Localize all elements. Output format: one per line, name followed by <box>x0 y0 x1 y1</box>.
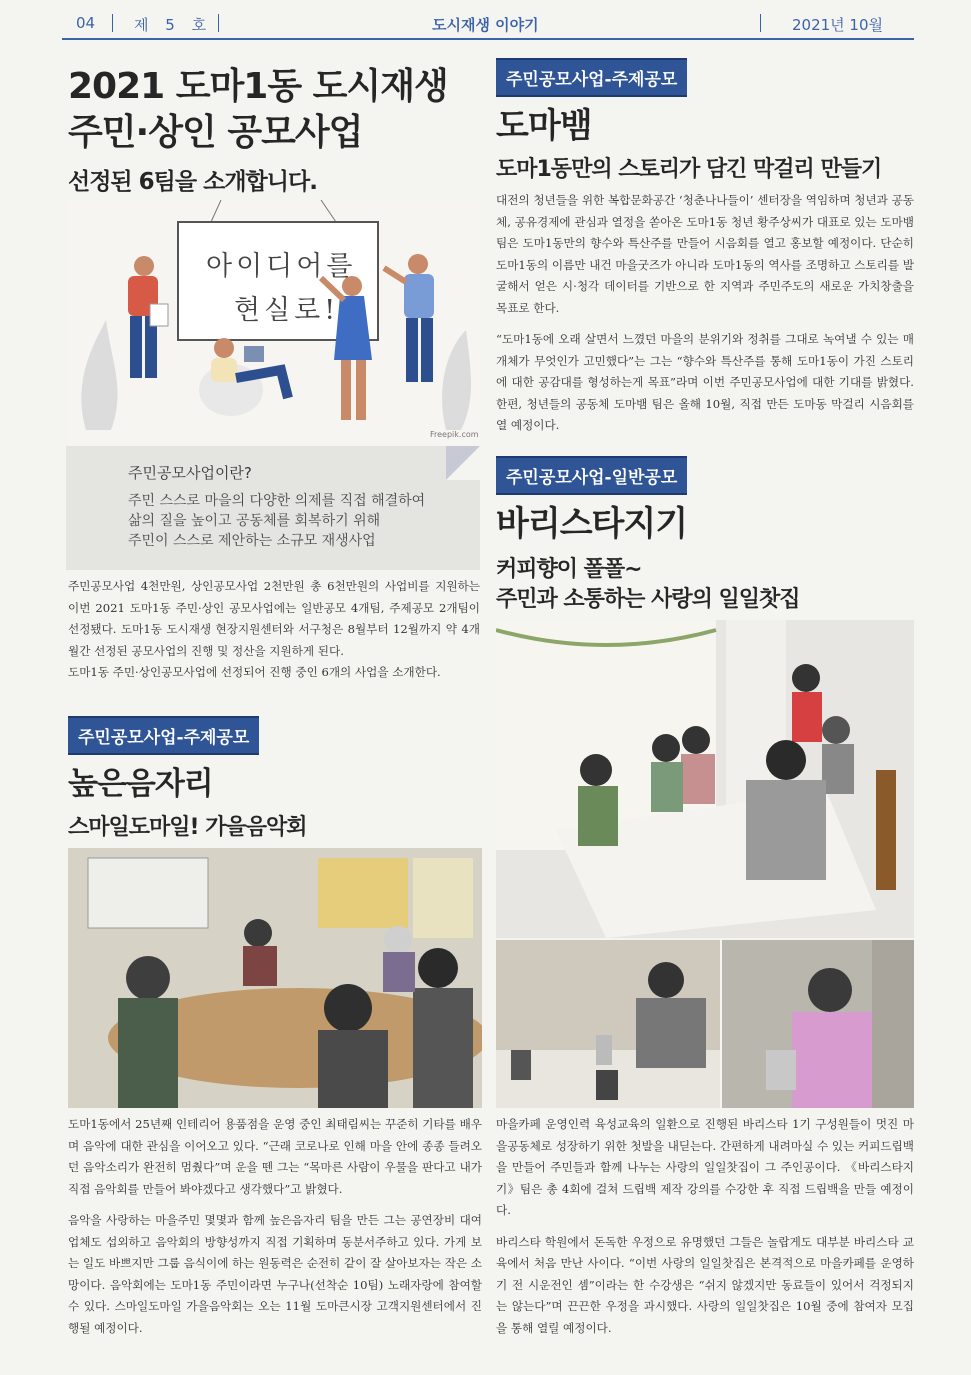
drip-coffee-photo <box>496 940 720 1108</box>
main-title-line1: 2021 도마1동 도시재생 <box>68 66 448 107</box>
main-subtitle: 선정된 6팀을 소개합니다. <box>68 169 317 195</box>
article-body <box>496 1114 914 1339</box>
info-line: 주민이 스스로 제안하는 소규모 재생사업 <box>128 533 376 549</box>
image-credit: Freepik.com <box>430 430 479 439</box>
issue-date: 2021년 10월 <box>792 16 884 34</box>
illustration <box>66 200 480 445</box>
info-heading: 주민공모사업이란? <box>128 464 252 482</box>
info-box <box>66 446 480 570</box>
issue-number: 제 5 호 <box>134 16 213 34</box>
article-title: 도마뱀 <box>496 106 592 146</box>
article-paragraph: 음악을 사랑하는 마을주민 몇몇과 함께 높은음자리 팀을 만든 그는 공연장비 대여업체도 섭외하고 음악회의 방향성까지 직접 기획하며 동분서주하고 있다. 가게 보는 일도 바쁘지만 그룹 음식이에 하는 원동력은 순전히 같이 잘 살아보자는 작은 소망이다. 음악회에는 도마1동 주민이라면 누구나(선착순 10팀) 노래자랑에 참여할 수 있다. 스마일도마일 가을음악회는 오는 11월 도마큰시장 고객지원센터에서 진행될 예정이다. <box>68 1213 482 1335</box>
intro-paragraph: 도마1동 주민·상인공모사업에 선정되어 진행 중인 6개의 사업을 소개한다. <box>68 665 441 679</box>
article-tag: 주민공모사업-일반공모 <box>496 456 687 495</box>
article-paragraph: 마을카페 운영인력 육성교육의 일환으로 진행된 바리스타 1기 구성원들이 멋진 마을공동체로 성장하기 위한 첫발을 내딛는다. 간편하게 내려마실 수 있는 커피드립백을 만들어 주민들과 함께 나누는 사랑의 일일찻집이 그 주인공이다. 《바리스타지기》팀은 총 4회에 걸쳐 드립백 제작 강의를 수강한 후 직접 드립백을 만들 예정이다. <box>496 1117 914 1217</box>
article-paragraph: “도마1동에 오래 살면서 느꼈던 마을의 분위기와 정취를 그대로 녹여낼 수 있는 매개체가 무엇인가 고민했다”는 그는 “향수와 특산주를 통해 도마1동이 가진 스토리에 대한 공감대를 형성하는게 목표”라며 이번 주민공모사업에 대한 기대를 밝혔다. 한편, 청년들의 공동체 도마뱀 팀은 올해 10월, 직접 만든 도마동 막걸리 시음회를 열 예정이다. <box>496 332 914 432</box>
article-subtitle: 커피향이 폴폴~ <box>496 557 642 582</box>
article-title: 높은음자리 <box>68 766 213 802</box>
pour-over-photo <box>722 940 914 1108</box>
info-line: 삶의 질을 높이고 공동체를 회복하기 위해 <box>128 513 381 529</box>
article-subtitle: 스마일도마일! 가을음악회 <box>68 815 307 840</box>
cafe-class-photo-graphic <box>496 620 914 938</box>
board-text-line1: 아이디어를 <box>206 251 357 282</box>
pour-over-photo-graphic <box>722 940 914 1108</box>
board-text-line2: 현실로! <box>234 295 340 326</box>
cafe-class-photo <box>496 620 914 938</box>
article-paragraph: 도마1동에서 25년째 인테리어 용품점을 운영 중인 최태림씨는 꾸준히 기타를 배우며 음악에 대한 관심을 이어오고 있다. “근래 코로나로 인해 마을 안에 종종 들려오던 음악소리가 완전히 멈췄다”며 운을 뗀 그는 “목마른 사람이 우물을 판다고 내가 직접 음악회를 만들어 봐야겠다고 생각했다”고 밝혔다. <box>68 1117 482 1196</box>
header-divider <box>218 14 219 32</box>
article-body <box>68 1114 482 1339</box>
article-title: 바리스타지기 <box>496 504 688 544</box>
page-fold-corner <box>446 446 480 480</box>
article-subtitle: 도마1동만의 스토리가 담긴 막걸리 만들기 <box>496 157 882 182</box>
main-title-line2: 주민·상인 공모사업 <box>68 112 363 153</box>
drip-coffee-photo-graphic <box>496 940 720 1108</box>
meeting-room-photo-graphic <box>68 848 482 1108</box>
concert-meeting-photo <box>68 848 482 1108</box>
section-title: 도시재생 이야기 <box>432 16 539 34</box>
article-tag: 주민공모사업-주제공모 <box>68 716 259 755</box>
info-line: 주민 스스로 마을의 다양한 의제를 직접 해결하여 <box>128 493 426 509</box>
article-paragraph: 바리스타 학원에서 돈독한 우정으로 유명했던 그들은 놀랍게도 대부분 바리스타 교육에서 처음 만난 사이다. “이번 사랑의 일일찻집은 본격적으로 마을카페를 운영하기 전 시운전인 셈”이라는 한 수강생은 “쉬지 않겠지만 동료들이 있어서 걱정되지는 않는다”며 끈끈한 우정을 과시했다. 사랑의 일일찻집은 10월 중에 참여자 모집을 통해 열릴 예정이다. <box>496 1234 914 1335</box>
article-paragraph: 대전의 청년들을 위한 복합문화공간 ‘청춘나나들이’ 센터장을 역임하며 청년과 공동체, 공유경제에 관심과 열정을 쏟아온 도마1동 청년 황주상씨가 대표로 있는 도마뱀 팀은 도마1동만의 향수와 특산주를 만들어 시음회를 열고 홍보할 예정이다. 단순히 도마1동의 이름만 내건 마을굿즈가 아니라 도마1동의 역사를 조명하고 스토리를 발굴해서 얻은 시·청각 데이터를 기반으로 한 지역과 주민주도의 새로운 가치창출을 목표로 한다. <box>496 193 914 315</box>
header-divider <box>760 14 761 32</box>
intro-text <box>68 576 480 684</box>
article-tag: 주민공모사업-주제공모 <box>496 58 687 97</box>
article-body <box>496 190 914 437</box>
header-rule <box>62 38 914 40</box>
header-divider <box>112 14 113 32</box>
intro-paragraph: 주민공모사업 4천만원, 상인공모사업 2천만원 총 6천만원의 사업비를 지원하는 이번 2021 도마1동 주민·상인 공모사업에는 일반공모 4개팀, 주제공모 2개팀이 선정됐다. 도마1동 도시재생 현장지원센터와 서구청은 8월부터 12월까지 약 4개월간 선정된 공모사업의 진행 및 정산을 지원하게 된다. <box>68 579 480 658</box>
page-number: 04 <box>76 14 96 32</box>
article-subtitle: 주민과 소통하는 사랑의 일일찻집 <box>496 587 800 612</box>
